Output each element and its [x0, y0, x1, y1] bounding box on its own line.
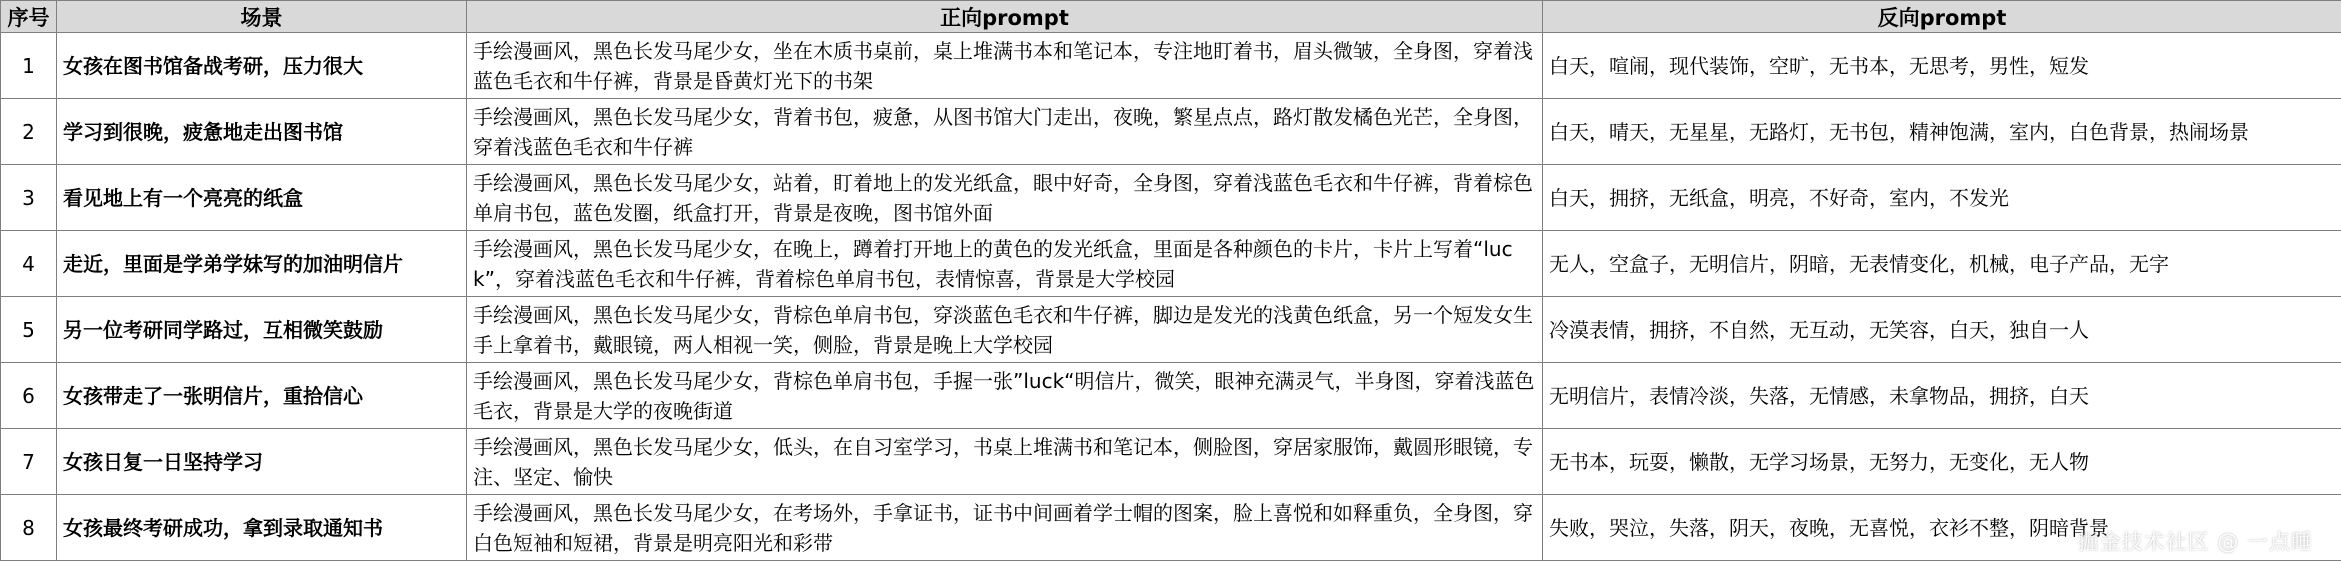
cell-positive-prompt[interactable]: 手绘漫画风，黑色长发马尾少女，坐在木质书桌前，桌上堆满书本和笔记本，专注地盯着书，眉头微皱，全身图，穿着浅蓝色毛衣和牛仔裤，背景是昏黄灯光下的书架: [467, 33, 1543, 99]
cell-positive-prompt[interactable]: 手绘漫画风，黑色长发马尾少女，背棕色单肩书包，穿淡蓝色毛衣和牛仔裤，脚边是发光的浅黄色纸盒，另一个短发女生手上拿着书，戴眼镜，两人相视一笑，侧脸，背景是晚上大学校园: [467, 297, 1543, 363]
cell-scene[interactable]: 看见地上有一个亮亮的纸盒: [57, 165, 467, 231]
cell-scene[interactable]: 女孩最终考研成功，拿到录取通知书: [57, 495, 467, 561]
cell-index[interactable]: 3: [1, 165, 57, 231]
table-row: [1, 231, 2341, 297]
cell-scene[interactable]: 另一位考研同学路过，互相微笑鼓励: [57, 297, 467, 363]
cell-negative-prompt[interactable]: 白天，喧闹，现代装饰，空旷，无书本，无思考，男性，短发: [1543, 33, 2341, 99]
cell-scene[interactable]: 女孩带走了一张明信片，重拾信心: [57, 363, 467, 429]
cell-negative-prompt[interactable]: 无书本，玩耍，懒散，无学习场景，无努力，无变化，无人物: [1543, 429, 2341, 495]
header-negative-prompt[interactable]: 反向prompt: [1543, 1, 2341, 33]
table-row: [1, 297, 2341, 363]
table-row: [1, 495, 2341, 561]
cell-negative-prompt[interactable]: 失败，哭泣，失落，阴天，夜晚，无喜悦，衣衫不整，阴暗背景: [1543, 495, 2341, 561]
watermark: 掘金技术社区 @ 一点睡: [2077, 530, 2313, 554]
cell-scene[interactable]: 走近，里面是学弟学妹写的加油明信片: [57, 231, 467, 297]
table-row: [1, 363, 2341, 429]
cell-scene[interactable]: 女孩日复一日坚持学习: [57, 429, 467, 495]
cell-negative-prompt[interactable]: 冷漠表情，拥挤，不自然，无互动，无笑容，白天，独自一人: [1543, 297, 2341, 363]
cell-negative-prompt[interactable]: 白天，拥挤，无纸盒，明亮，不好奇，室内，不发光: [1543, 165, 2341, 231]
cell-negative-prompt[interactable]: 无人，空盒子，无明信片，阴暗，无表情变化，机械，电子产品，无字: [1543, 231, 2341, 297]
cell-scene[interactable]: 女孩在图书馆备战考研，压力很大: [57, 33, 467, 99]
table-row: [1, 429, 2341, 495]
table-row: [1, 165, 2341, 231]
cell-index[interactable]: 1: [1, 33, 57, 99]
cell-positive-prompt[interactable]: 手绘漫画风，黑色长发马尾少女，背着书包，疲惫，从图书馆大门走出，夜晚，繁星点点，路灯散发橘色光芒，全身图，穿着浅蓝色毛衣和牛仔裤: [467, 99, 1543, 165]
cell-negative-prompt[interactable]: 无明信片，表情冷淡，失落，无情感，未拿物品，拥挤，白天: [1543, 363, 2341, 429]
cell-scene[interactable]: 学习到很晚，疲惫地走出图书馆: [57, 99, 467, 165]
table-row: [1, 33, 2341, 99]
cell-index[interactable]: 4: [1, 231, 57, 297]
header-scene[interactable]: 场景: [57, 1, 467, 33]
cell-index[interactable]: 2: [1, 99, 57, 165]
cell-negative-prompt[interactable]: 白天，晴天，无星星，无路灯，无书包，精神饱满，室内，白色背景，热闹场景: [1543, 99, 2341, 165]
header-row: [1, 1, 2341, 33]
header-index[interactable]: 序号: [1, 1, 57, 33]
cell-positive-prompt[interactable]: 手绘漫画风，黑色长发马尾少女，站着，盯着地上的发光纸盒，眼中好奇，全身图，穿着浅蓝色毛衣和牛仔裤，背着棕色单肩书包，蓝色发圈，纸盒打开，背景是夜晚，图书馆外面: [467, 165, 1543, 231]
cell-index[interactable]: 8: [1, 495, 57, 561]
cell-index[interactable]: 5: [1, 297, 57, 363]
cell-positive-prompt[interactable]: 手绘漫画风，黑色长发马尾少女，低头，在自习室学习，书桌上堆满书和笔记本，侧脸图，穿居家服饰，戴圆形眼镜，专注、坚定、愉快: [467, 429, 1543, 495]
cell-positive-prompt[interactable]: 手绘漫画风，黑色长发马尾少女，在考场外，手拿证书，证书中间画着学士帽的图案，脸上喜悦和如释重负，全身图，穿白色短袖和短裙，背景是明亮阳光和彩带: [467, 495, 1543, 561]
header-positive-prompt[interactable]: 正向prompt: [467, 1, 1543, 33]
cell-index[interactable]: 7: [1, 429, 57, 495]
cell-index[interactable]: 6: [1, 363, 57, 429]
cell-positive-prompt[interactable]: 手绘漫画风，黑色长发马尾少女，在晚上，蹲着打开地上的黄色的发光纸盒，里面是各种颜色的卡片，卡片上写着“luck”，穿着浅蓝色毛衣和牛仔裤，背着棕色单肩书包，表情惊喜，背景是大学校园: [467, 231, 1543, 297]
table-row: [1, 99, 2341, 165]
cell-positive-prompt[interactable]: 手绘漫画风，黑色长发马尾少女，背棕色单肩书包，手握一张”luck“明信片，微笑，眼神充满灵气，半身图，穿着浅蓝色毛衣，背景是大学的夜晚街道: [467, 363, 1543, 429]
